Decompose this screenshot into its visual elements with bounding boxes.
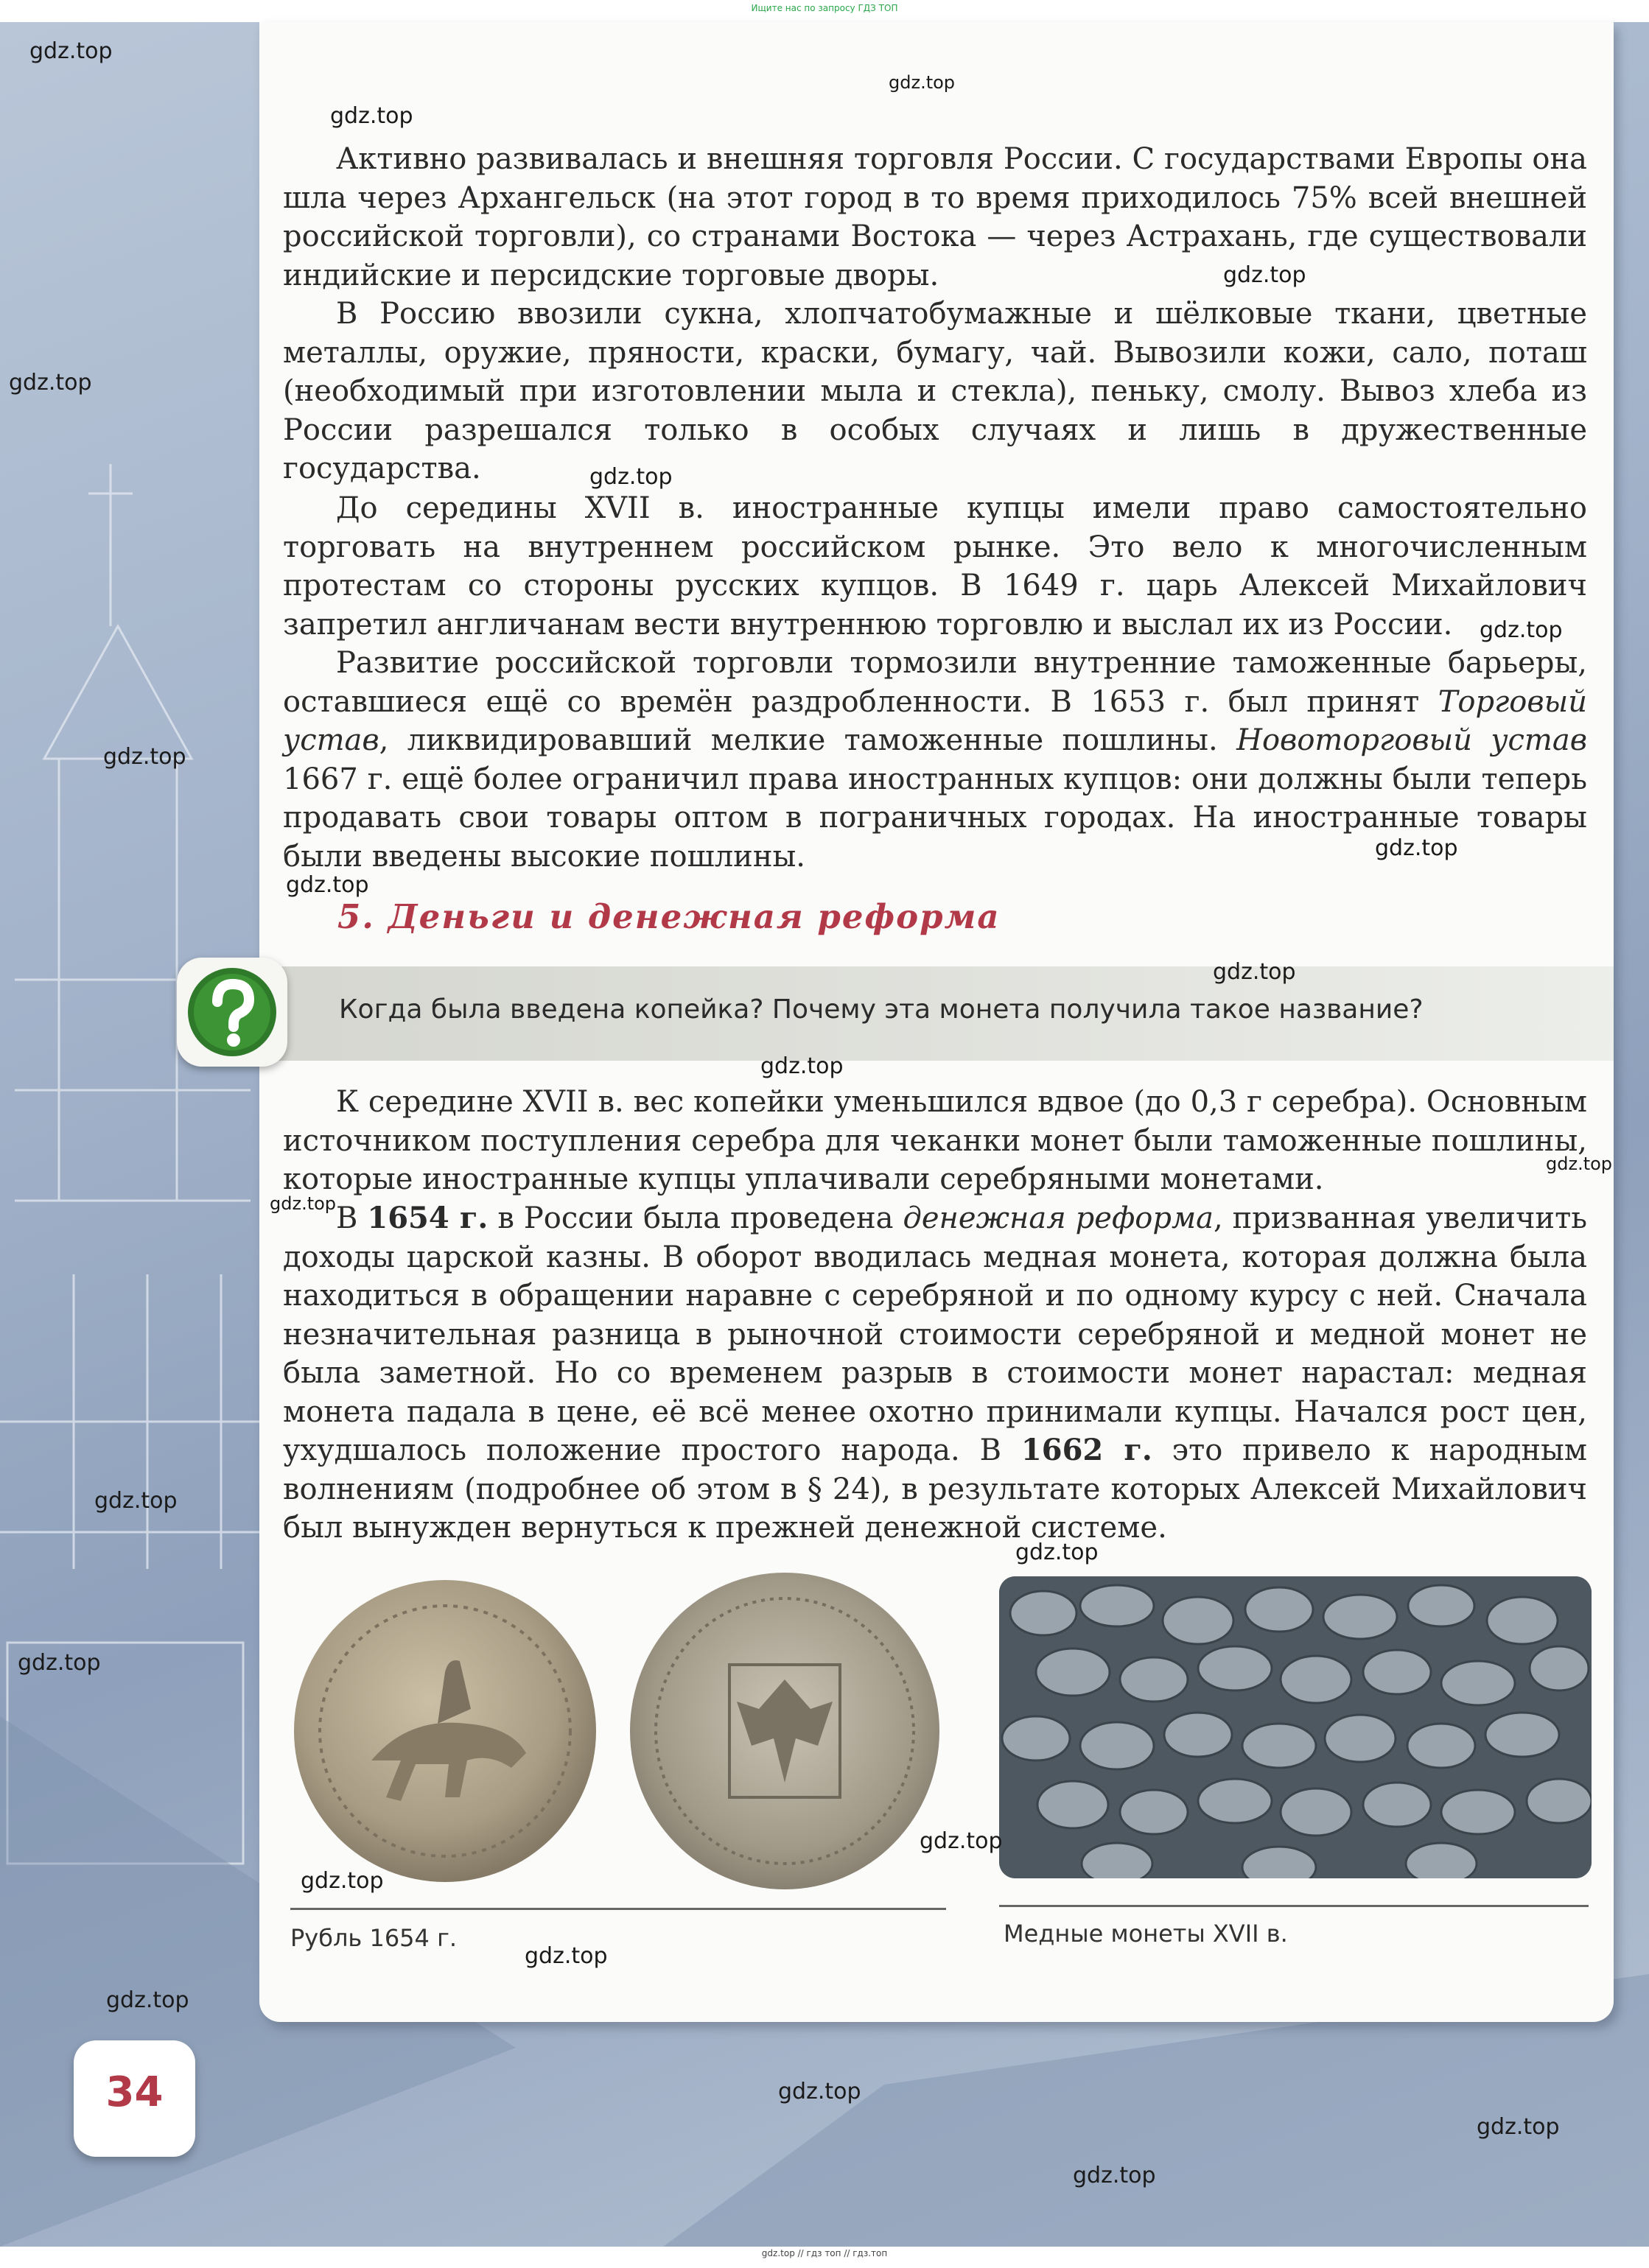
watermark: gdz.top — [1477, 2114, 1560, 2140]
watermark: gdz.top — [1375, 835, 1458, 861]
watermark: gdz.top — [1073, 2163, 1156, 2188]
paragraph-trade-charter: Развитие российской торговли тормозили внутренние таможенные барьеры, оставшиеся ещё со времён раздробленности. В 1653 г. был принят Торговый устав, ликвидировавший мелкие таможенные пошлины. Новоторговый устав 1667 г. ещё более ограничил права иностранных купцов: они должны были теперь продавать свои товары оптом в пограничных городах. На иностранные товары были введены высокие пошлины. — [283, 646, 1587, 874]
watermark: gdz.top — [103, 744, 186, 770]
copper-coins-photo — [999, 1576, 1592, 1878]
ruble-coin-obverse — [290, 1576, 600, 1886]
section-heading: 5. Деньги и денежная реформа — [337, 897, 1001, 936]
paragraph-foreign-merchants: До середины XVII в. иностранные купцы имели право самостоятельно торговать на внутреннем российском рынке. Это вело к многочисленным протестам со стороны русских купцов. В 1649 г. царь Алексей Михайлович запретил англичанам вести внутреннюю торговлю и выслал их из России. — [283, 491, 1587, 642]
watermark: gdz.top — [330, 103, 413, 129]
watermark: gdz.top — [778, 2079, 861, 2104]
watermark: gdz.top — [1546, 1154, 1613, 1174]
caption-copper-coins: Медные монеты XVII в. — [1004, 1920, 1288, 1948]
watermark: gdz.top — [920, 1828, 1003, 1854]
caption-rule-coins — [290, 1908, 946, 1910]
ruble-coin-reverse — [626, 1569, 943, 1893]
question-mark-icon — [177, 958, 287, 1067]
paragraph-foreign-trade: Активно развивалась и внешняя торговля России. С государствами Европы она шла через Архангельск (на этот город в то время приходилось 75% всей внешней российской торговли), со странами Востока — через Астрахань, где существовали индийские и персидские торговые дворы. — [283, 142, 1587, 292]
paragraph-kopeck-weight: К середине XVII в. вес копейки уменьшился вдвое (до 0,3 г серебра). Основным источником поступления серебра для чеканки монет были таможенные пошлины, которые иностранные купцы уплачивали серебряными монетами. — [283, 1085, 1587, 1196]
watermark: gdz.top — [1213, 959, 1296, 985]
watermark: gdz.top — [29, 38, 113, 64]
paragraph-imports-exports: В Россию ввозили сукна, хлопчатобумажные и шёлковые ткани, цветные металлы, оружие, пряности, краски, бумагу, чай. Вывозили кожи, сало, поташ (необходимый при изготовлении мыла и стекла), пеньку, смолу. Вывоз хлеба из России разрешался только в особых случаях и лишь в дружественные государства. — [283, 297, 1587, 485]
bottom-note: gdz.top // гдз топ // гдз.топ — [761, 2248, 888, 2258]
caption-ruble: Рубль 1654 г. — [290, 1924, 458, 1952]
watermark: gdz.top — [760, 1053, 844, 1079]
page-number: 34 — [105, 2068, 164, 2116]
watermark: gdz.top — [589, 464, 673, 490]
watermark: gdz.top — [18, 1650, 101, 1676]
watermark: gdz.top — [270, 1193, 337, 1214]
watermark: gdz.top — [94, 1488, 178, 1514]
watermark: gdz.top — [889, 72, 956, 93]
watermark: gdz.top — [1015, 1539, 1099, 1565]
caption-rule-copper — [999, 1905, 1589, 1907]
watermark: gdz.top — [1480, 617, 1563, 643]
watermark: gdz.top — [525, 1943, 608, 1969]
top-note: Ищите нас по запросу ГДЗ ТОП — [751, 3, 898, 13]
watermark: gdz.top — [1223, 262, 1306, 288]
watermark: gdz.top — [106, 1987, 189, 2013]
watermark: gdz.top — [9, 370, 92, 396]
watermark: gdz.top — [301, 1868, 384, 1894]
watermark: gdz.top — [286, 872, 369, 898]
question-text: Когда была введена копейка? Почему эта монета получила такое название? — [339, 994, 1424, 1025]
paragraph-monetary-reform: В 1654 г. в России была проведена денежная реформа, призванная увеличить доходы царской казны. В оборот вводилась медная монета, которая должна была находиться в обращении наравне с серебряной и по одному курсу с ней. Сначала незначительная разница в рыночной стоимости серебряной и медной монет не была заметной. Но со временем разрыв в стоимости монет нарастал: медная монета падала в цене, её всё менее охотно принимали купцы. Начался рост цен, ухудшалось положение простого народа. В 1662 г. это привело к народным волнениям (подробнее об этом в § 24), в результате которых Алексей Михайлович был вынужден вернуться к прежней денежной системе. — [283, 1201, 1588, 1545]
